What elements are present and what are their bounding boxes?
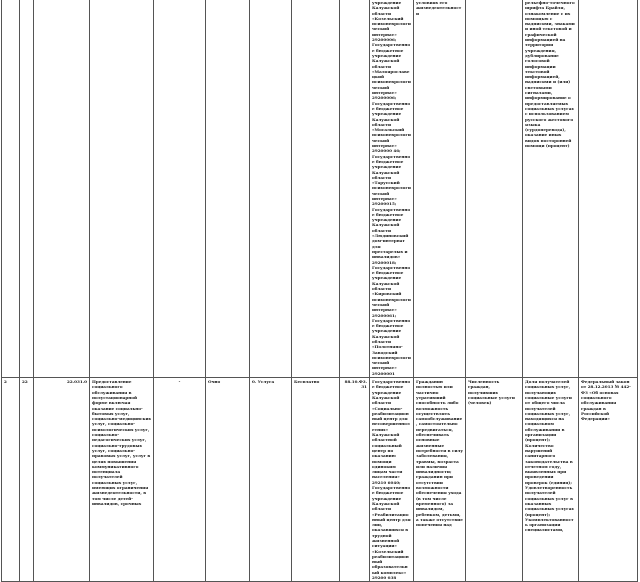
quality-cell (523, 378, 579, 582)
table-cell (20, 0, 34, 378)
quality-text: рельефно-точечного шрифта Брайля, ознакомление с их помощью с надписями, знаками и иной текстовой и графической информацией на территории учреждения, дублирование голосовой информации текстовой информацией, надписями и (или) световыми сигналами, информирование о предоставляемых социальных услугах с использованием русского жестового языка (сурдоперевода), оказание иных видов посторонней помощи (процент) (525, 0, 575, 149)
conditions-cell (414, 378, 466, 582)
law-cell (579, 378, 638, 582)
table-cell (34, 0, 90, 378)
table-cell (579, 0, 638, 378)
table-cell (466, 0, 523, 378)
table-cell (340, 0, 370, 378)
unit-name: 0. Услуга (252, 379, 275, 385)
free-cell (292, 378, 340, 582)
free-label: Бесплатно (294, 379, 320, 385)
table-row (2, 0, 638, 378)
service-text: Предоставление социального обслуживания в полустационарной форме включая оказание социально-бытовых услуг, социально-медицинских услуг, социально-психологических услуг, социально-педагогических услуг, социально-трудовых услуг, социально-правовых услуг, услуг в целях повышения коммуникативного потенциала получателей социальных услуг, имеющих ограничения жизнедеятельности, в том числе детей-инвалидов, срочных (92, 379, 151, 506)
table-cell (90, 0, 154, 378)
services-table (1, 0, 638, 582)
institutions-text: учреждение Калужской области «Козельский психоневрологический интернат» 29200006; Государственное бюджетное учреждение Калужской области «Малоярославецкий психоневрологический интернат» 29200006; Государственное бюджетное учреждение Калужской области «Мосальский психоневрологический интернат» 2920000 46; Государственное бюджетное учреждение Калужской области «Тарусский психоневрологический интернат» 29200015; Государственное бюджетное учреждение Калужской области «Людиновский дом-интернат для престарелых и инвалидов» 29200018; Государственное бюджетное учреждение Калужской области «Кировский психоневрологический интернат» 29200061; Государственное бюджетное учреждение Калужской области «Полотняно-Заводский психоневрологический интернат» 29200001 (372, 0, 411, 376)
quality-cell (523, 0, 579, 378)
institutions-cell (370, 378, 414, 582)
okved-cell (34, 378, 90, 582)
table-cell (206, 0, 250, 378)
code-cell (20, 378, 34, 582)
quality-text: Доля получателей социальных услуг, получающих социальные услуги от общего числа получателей социальных услуг, находящихся на социальном обслуживании в организации (процент); Количество нарушений санитарного законодательства в отчетном году, выявленных при проведении проверок (единиц); Удовлетворенность получателей социальных услуг в оказанных социальных услугах (процент); Укомплектованность организации специалистами, (525, 379, 574, 533)
table-cell (154, 0, 206, 378)
row-number: 2 (4, 379, 7, 385)
dash: - (178, 379, 181, 385)
indicator-cell (466, 378, 523, 582)
okved: 22.031.0 (67, 379, 87, 385)
table-cell (292, 0, 340, 378)
dash-cell (154, 378, 206, 582)
service-cell (90, 378, 154, 582)
table-cell (2, 0, 20, 378)
conditions-cell (414, 0, 466, 378)
table-row (2, 378, 638, 582)
row-number-cell (2, 378, 20, 582)
table-cell (250, 0, 292, 378)
conditions-text: условиях его жизнедеятельности (416, 0, 462, 16)
service-type: Очно (208, 379, 221, 385)
type-cell (206, 378, 250, 582)
okpd-cell (340, 378, 370, 582)
institutions-text: Государственное бюджетное учреждение Калужской области «Социально-реабилитационный центр для несовершеннолетних» Калужской областной социальный центр по оказанию помощи одиноким лицам части населения» 29210 6040; Государственное бюджетное учреждение Калужской области «Реабилитационный центр для лиц, оказавшихся в трудной жизненной ситуации» «Козельский реабилитационный образовательный комплекс» 29200 038 (372, 379, 411, 581)
code: 22 (22, 379, 28, 385)
conditions-text: Гражданин полностью или частично утративший способность либо возможность осуществлять самообслуживание, самостоятельно передвигаться, обеспечивать основные жизненные потребности в силу заболевания, травмы, возраста или наличия инвалидности; гражданин при отсутствии возможности обеспечения ухода (в том числе временного) за инвалидом, ребенком, детьми, а также отсутствие попечения над (416, 379, 463, 528)
unit-cell (250, 378, 292, 582)
law-text: Федеральный закон от 28.12.2013 № 442-ФЗ «Об основах социального обслуживания граждан в Российской Федерации» (581, 379, 631, 422)
indicator-text: Численность граждан, получивших социальные услуги (человек) (468, 379, 515, 406)
okpd: 88.10.Ф3.31 (344, 379, 367, 390)
institutions-cell (370, 0, 414, 378)
